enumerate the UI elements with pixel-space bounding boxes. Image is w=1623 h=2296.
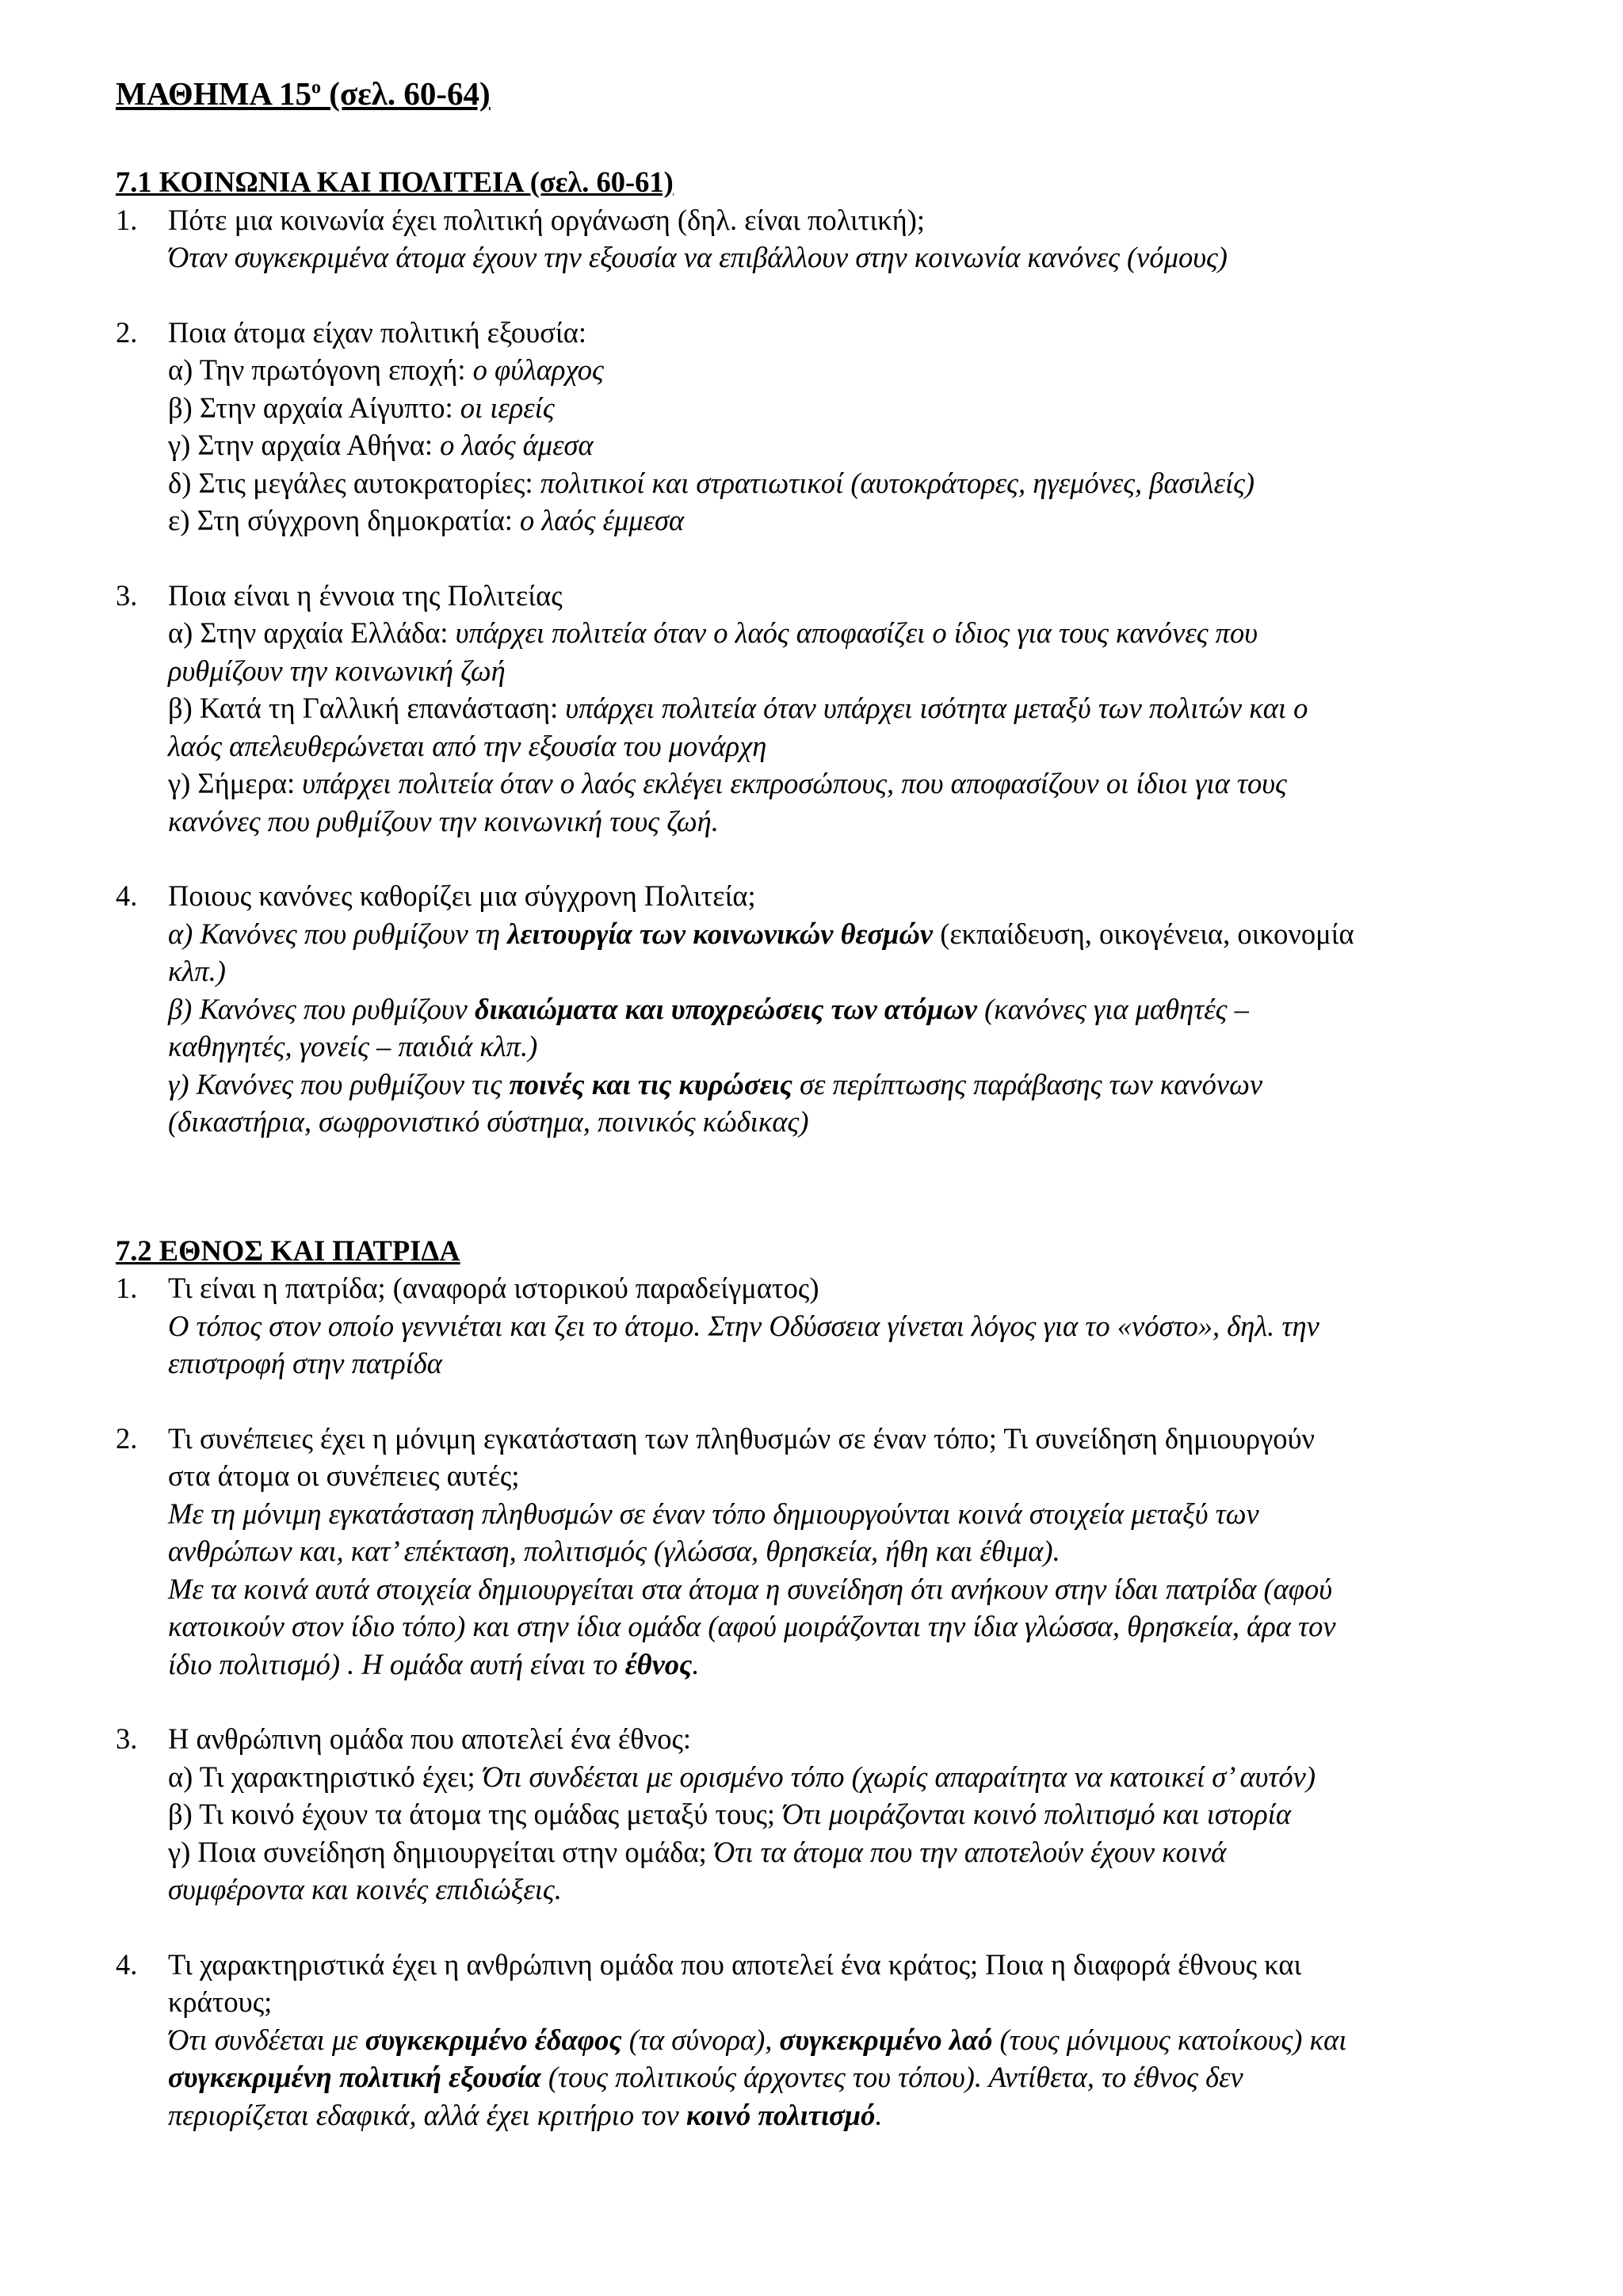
question-number: 2. [116, 315, 138, 349]
answer-continuation: λαός απελευθερώνεται από την εξουσία του μονάρχη [168, 729, 767, 762]
answer-continuation: ανθρώπων και, κατ’ επέκταση, πολιτισμός (γλώσσα, θρησκεία, ήθη και έθιμα). [168, 1535, 1060, 1567]
question-text: Η ανθρώπινη ομάδα που αποτελεί ένα έθνος: [168, 1722, 692, 1755]
answer-continuation: κλπ.) [168, 955, 226, 987]
question-text: Ποιους κανόνες καθορίζει μια σύγχρονη Πολιτεία; [168, 879, 756, 912]
list-item: β) Τι κοινό έχουν τα άτομα της ομάδας μεταξύ τους; Ότι μοιράζονται κοινό πολιτισμό και ιστορία [168, 1798, 1291, 1830]
section-nation-and-homeland [116, 1232, 1495, 2134]
section-society-and-state [116, 163, 1495, 1141]
answer-text: Ότι συνδέεται με συγκεκριμένο έδαφος (τα σύνορα), συγκεκριμένο λαό (τους μόνιμους κατοίκους) και [168, 2023, 1347, 2056]
question-text: Πότε μια κοινωνία έχει πολιτική οργάνωση (δηλ. είναι πολιτική); [168, 203, 926, 236]
question-text: Τι συνέπειες έχει η μόνιμη εγκατάσταση των πληθυσμών σε έναν τόπο; Τι συνείδηση δημιουργούν [168, 1421, 1316, 1455]
list-item: γ) Κανόνες που ρυθμίζουν τις ποινές και τις κυρώσεις σε περίπτωσης παράβασης των κανόνων [168, 1067, 1263, 1100]
list-item: δ) Στις μεγάλες αυτοκρατορίες: πολιτικοί και στρατιωτικοί (αυτοκράτορες, ηγεμόνες, βασιλείς) [168, 466, 1255, 499]
question-item [116, 314, 1495, 540]
answer-continuation: ρυθμίζουν την κοινωνική ζωή [168, 654, 506, 687]
list-item: ε) Στη σύγχρονη δημοκρατία: ο λαός έμμεσα [168, 504, 685, 536]
answer-continuation: καθηγητές, γονείς – παιδιά κλπ.) [168, 1030, 538, 1062]
list-item: γ) Ποια συνείδηση δημιουργείται στην ομάδα; Ότι τα άτομα που την αποτελούν έχουν κοινά [168, 1835, 1227, 1868]
question-number: 2. [116, 1421, 138, 1455]
title-superscript: ο [311, 77, 322, 98]
document-page [116, 71, 1495, 2134]
question-item [116, 1420, 1495, 1684]
answer-continuation: συγκεκριμένη πολιτική εξουσία (τους πολιτικούς άρχοντες του τόπου). Αντίθετα, το έθνος δεν [168, 2061, 1243, 2093]
list-item: α) Τι χαρακτηριστικό έχει; Ότι συνδέεται με ορισμένο τόπο (χωρίς απαραίτητα να κατοικεί σ’ αυτόν) [168, 1760, 1316, 1793]
list-item: β) Κανόνες που ρυθμίζουν δικαιώματα και υποχρεώσεις των ατόμων (κανόνες για μαθητές – [168, 992, 1249, 1025]
answer-text: Με τα κοινά αυτά στοιχεία δημιουργείται στα άτομα η συνείδηση ότι ανήκουν στην ίδαι πατρίδα (αφού [168, 1572, 1332, 1605]
question-text: Ποια άτομα είχαν πολιτική εξουσία: [168, 315, 587, 349]
list-item: γ) Σήμερα: υπάρχει πολιτεία όταν ο λαός εκλέγει εκπροσώπους, που αποφασίζουν οι ίδιοι για τους [168, 767, 1287, 799]
answer-continuation: συμφέροντα και κοινές επιδιώξεις. [168, 1873, 562, 1905]
question-text: Ποια είναι η έννοια της Πολιτείας [168, 578, 563, 612]
answer-continuation: (δικαστήρια, σωφρονιστικό σύστημα, ποινικός κώδικας) [168, 1105, 809, 1138]
question-number: 1. [116, 1272, 138, 1304]
question-item [116, 201, 1495, 277]
question-text: Τι χαρακτηριστικά έχει η ανθρώπινη ομάδα που αποτελεί ένα κράτος; Ποια η διαφορά έθνους και [168, 1947, 1302, 1981]
list-item: α) Κανόνες που ρυθμίζουν τη λειτουργία των κοινωνικών θεσμών (εκπαίδευση, οικογένεια, οικονομία [168, 917, 1354, 950]
question-item [116, 1269, 1495, 1383]
answer-continuation: κανόνες που ρυθμίζουν την κοινωνική τους ζωή. [168, 804, 719, 837]
question-item [116, 1946, 1495, 2134]
question-number: 4. [116, 879, 138, 912]
answer-continuation: επιστροφή στην πατρίδα [168, 1347, 442, 1379]
list-item: β) Κατά τη Γαλλική επανάσταση: υπάρχει πολιτεία όταν υπάρχει ισότητα μεταξύ των πολιτών και ο [168, 692, 1308, 724]
section-title: 7.1 ΚΟΙΝΩΝΙΑ ΚΑΙ ΠΟΛΙΤΕΙΑ (σελ. 60-61) [116, 166, 674, 198]
answer-continuation: περιορίζεται εδαφικά, αλλά έχει κριτήριο τον κοινό πολιτισμό. [168, 2098, 883, 2131]
answer-text: Με τη μόνιμη εγκατάσταση πληθυσμών σε έναν τόπο δημιουργούνται κοινά στοιχεία μεταξύ των [168, 1497, 1259, 1530]
question-continuation: στα άτομα οι συνέπειες αυτές; [168, 1459, 520, 1492]
answer-continuation: ίδιο πολιτισμό) . Η ομάδα αυτή είναι το έθνος. [168, 1647, 700, 1680]
question-item [116, 1720, 1495, 1909]
question-number: 1. [116, 203, 138, 236]
list-item: γ) Στην αρχαία Αθήνα: ο λαός άμεσα [168, 429, 594, 461]
question-number: 4. [116, 1947, 138, 1981]
answer-text: Όταν συγκεκριμένα άτομα έχουν την εξουσία να επιβάλλουν στην κοινωνία κανόνες (νόμους) [168, 241, 1228, 273]
list-item: β) Στην αρχαία Αίγυπτο: οι ιερείς [168, 391, 555, 424]
question-number: 3. [116, 578, 138, 612]
question-item [116, 877, 1495, 1141]
answer-text: Ο τόπος στον οποίο γεννιέται και ζει το άτομο. Στην Οδύσσεια γίνεται λόγος για το «νόστο», δηλ. την [168, 1309, 1319, 1342]
list-item: α) Την πρωτόγονη εποχή: ο φύλαρχος [168, 353, 604, 386]
lesson-title: ΜΑΘΗΜΑ $15^o$ (σελ. 60-64) [116, 75, 491, 112]
question-text: Τι είναι η πατρίδα; (αναφορά ιστορικού παραδείγματος) [168, 1272, 819, 1304]
question-number: 3. [116, 1722, 138, 1755]
answer-continuation: κατοικούν στον ίδιο τόπο) και στην ίδια ομάδα (αφού μοιράζονται την ίδια γλώσσα, θρησκεία, άρα τον [168, 1610, 1336, 1642]
question-continuation: κράτους; [168, 1985, 273, 2018]
list-item: α) Στην αρχαία Ελλάδα: υπάρχει πολιτεία όταν ο λαός αποφασίζει ο ίδιος για τους κανόνες που [168, 616, 1258, 649]
question-item [116, 577, 1495, 841]
section-title: 7.2 ΕΘΝΟΣ ΚΑΙ ΠΑΤΡΙΔΑ [116, 1234, 460, 1267]
